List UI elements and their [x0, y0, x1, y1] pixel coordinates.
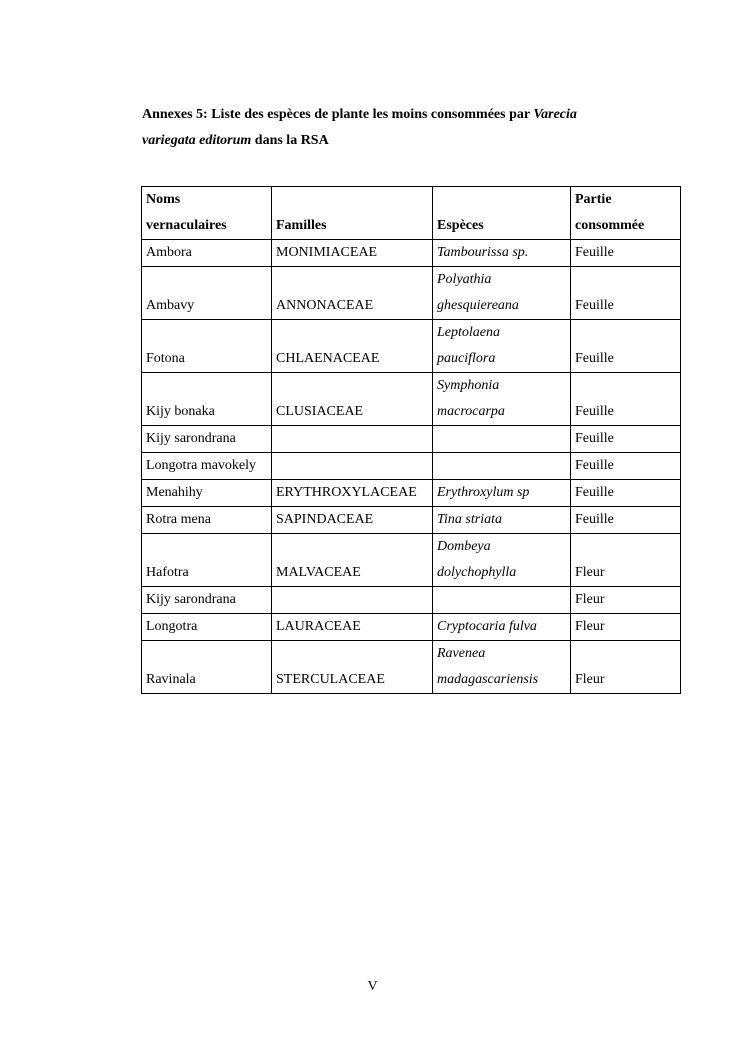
cell-famille: ANNONACEAE	[272, 267, 433, 320]
cell-nom-vernaculaire: Longotra	[142, 614, 272, 641]
cell-famille: ERYTHROXYLACEAE	[272, 480, 433, 507]
cell-partie-consommee: Fleur	[571, 587, 681, 614]
table-row	[142, 587, 681, 614]
header-line: Partie	[575, 192, 612, 207]
cell-espece	[433, 373, 571, 426]
cell-partie-consommee: Feuille	[571, 373, 681, 426]
espece-line: macrocarpa	[437, 404, 505, 419]
cell-famille	[272, 587, 433, 614]
header-line: Familles	[276, 218, 327, 233]
cell-espece	[433, 534, 571, 587]
cell-partie-consommee: Feuille	[571, 507, 681, 534]
cell-nom-vernaculaire: Kijy bonaka	[142, 373, 272, 426]
cell-famille: MALVACEAE	[272, 534, 433, 587]
cell-famille: MONIMIACEAE	[272, 240, 433, 267]
cell-partie-consommee: Fleur	[571, 641, 681, 694]
cell-partie-consommee: Feuille	[571, 426, 681, 453]
header-line: vernaculaires	[146, 218, 227, 233]
cell-nom-vernaculaire: Ambavy	[142, 267, 272, 320]
espece-line: Ravenea	[437, 646, 486, 661]
cell-famille: STERCULACEAE	[272, 641, 433, 694]
cell-espece	[433, 507, 571, 534]
espece-line: Polyathia	[437, 272, 492, 287]
cell-partie-consommee: Feuille	[571, 453, 681, 480]
cell-nom-vernaculaire: Longotra mavokely	[142, 453, 272, 480]
caption-italic-1: Varecia	[533, 107, 577, 122]
espece-line: Dombeya	[437, 539, 491, 554]
cell-partie-consommee: Feuille	[571, 320, 681, 373]
espece-line: Symphonia	[437, 378, 500, 393]
table-row	[142, 453, 681, 480]
cell-famille: CHLAENACEAE	[272, 320, 433, 373]
cell-nom-vernaculaire: Fotona	[142, 320, 272, 373]
espece-line: madagascariensis	[437, 672, 539, 687]
espece-line: Cryptocaria fulva	[437, 619, 537, 634]
table-body	[142, 240, 681, 694]
cell-nom-vernaculaire: Rotra mena	[142, 507, 272, 534]
table-row	[142, 240, 681, 267]
header-partie-consommee	[571, 187, 681, 240]
cell-espece	[433, 240, 571, 267]
table-row	[142, 507, 681, 534]
cell-espece	[433, 320, 571, 373]
species-table	[141, 186, 681, 694]
cell-espece	[433, 480, 571, 507]
cell-espece	[433, 453, 571, 480]
cell-partie-consommee: Feuille	[571, 240, 681, 267]
table-row	[142, 267, 681, 320]
caption-suffix: dans la RSA	[251, 133, 329, 148]
caption-italic-2: variegata editorum	[142, 133, 252, 148]
cell-famille	[272, 426, 433, 453]
header-line: consommée	[575, 218, 645, 233]
cell-nom-vernaculaire: Hafotra	[142, 534, 272, 587]
cell-espece	[433, 587, 571, 614]
espece-line: Leptolaena	[437, 325, 500, 340]
table-row	[142, 373, 681, 426]
cell-famille: CLUSIACEAE	[272, 373, 433, 426]
cell-nom-vernaculaire: Kijy sarondrana	[142, 426, 272, 453]
cell-partie-consommee: Fleur	[571, 534, 681, 587]
cell-nom-vernaculaire: Ravinala	[142, 641, 272, 694]
header-noms-vernaculaires	[142, 187, 272, 240]
espece-line: ghesquiereana	[437, 298, 519, 313]
espece-line: Tambourissa sp.	[437, 245, 529, 260]
espece-line: pauciflora	[437, 351, 496, 366]
cell-nom-vernaculaire: Kijy sarondrana	[142, 587, 272, 614]
espece-line: dolychophylla	[437, 565, 517, 580]
cell-espece	[433, 267, 571, 320]
table-caption	[142, 102, 682, 154]
cell-partie-consommee: Feuille	[571, 480, 681, 507]
header-familles	[272, 187, 433, 240]
table-row	[142, 614, 681, 641]
cell-espece	[433, 614, 571, 641]
caption-prefix: Annexes 5: Liste des espèces de plante les moins consommées par	[142, 107, 534, 122]
table-row	[142, 426, 681, 453]
header-especes	[433, 187, 571, 240]
espece-line: Tina striata	[437, 512, 502, 527]
header-line: Espèces	[437, 218, 484, 233]
cell-famille	[272, 453, 433, 480]
cell-famille: SAPINDACEAE	[272, 507, 433, 534]
cell-famille: LAURACEAE	[272, 614, 433, 641]
table-row	[142, 641, 681, 694]
cell-partie-consommee: Fleur	[571, 614, 681, 641]
table-header-row	[142, 187, 681, 240]
cell-nom-vernaculaire: Ambora	[142, 240, 272, 267]
table-row	[142, 480, 681, 507]
cell-espece	[433, 641, 571, 694]
cell-partie-consommee: Feuille	[571, 267, 681, 320]
table-row	[142, 534, 681, 587]
cell-nom-vernaculaire: Menahihy	[142, 480, 272, 507]
table-row	[142, 320, 681, 373]
header-line: Noms	[146, 192, 181, 207]
cell-espece	[433, 426, 571, 453]
page-number: V	[367, 979, 378, 994]
espece-line: Erythroxylum sp	[437, 485, 530, 500]
